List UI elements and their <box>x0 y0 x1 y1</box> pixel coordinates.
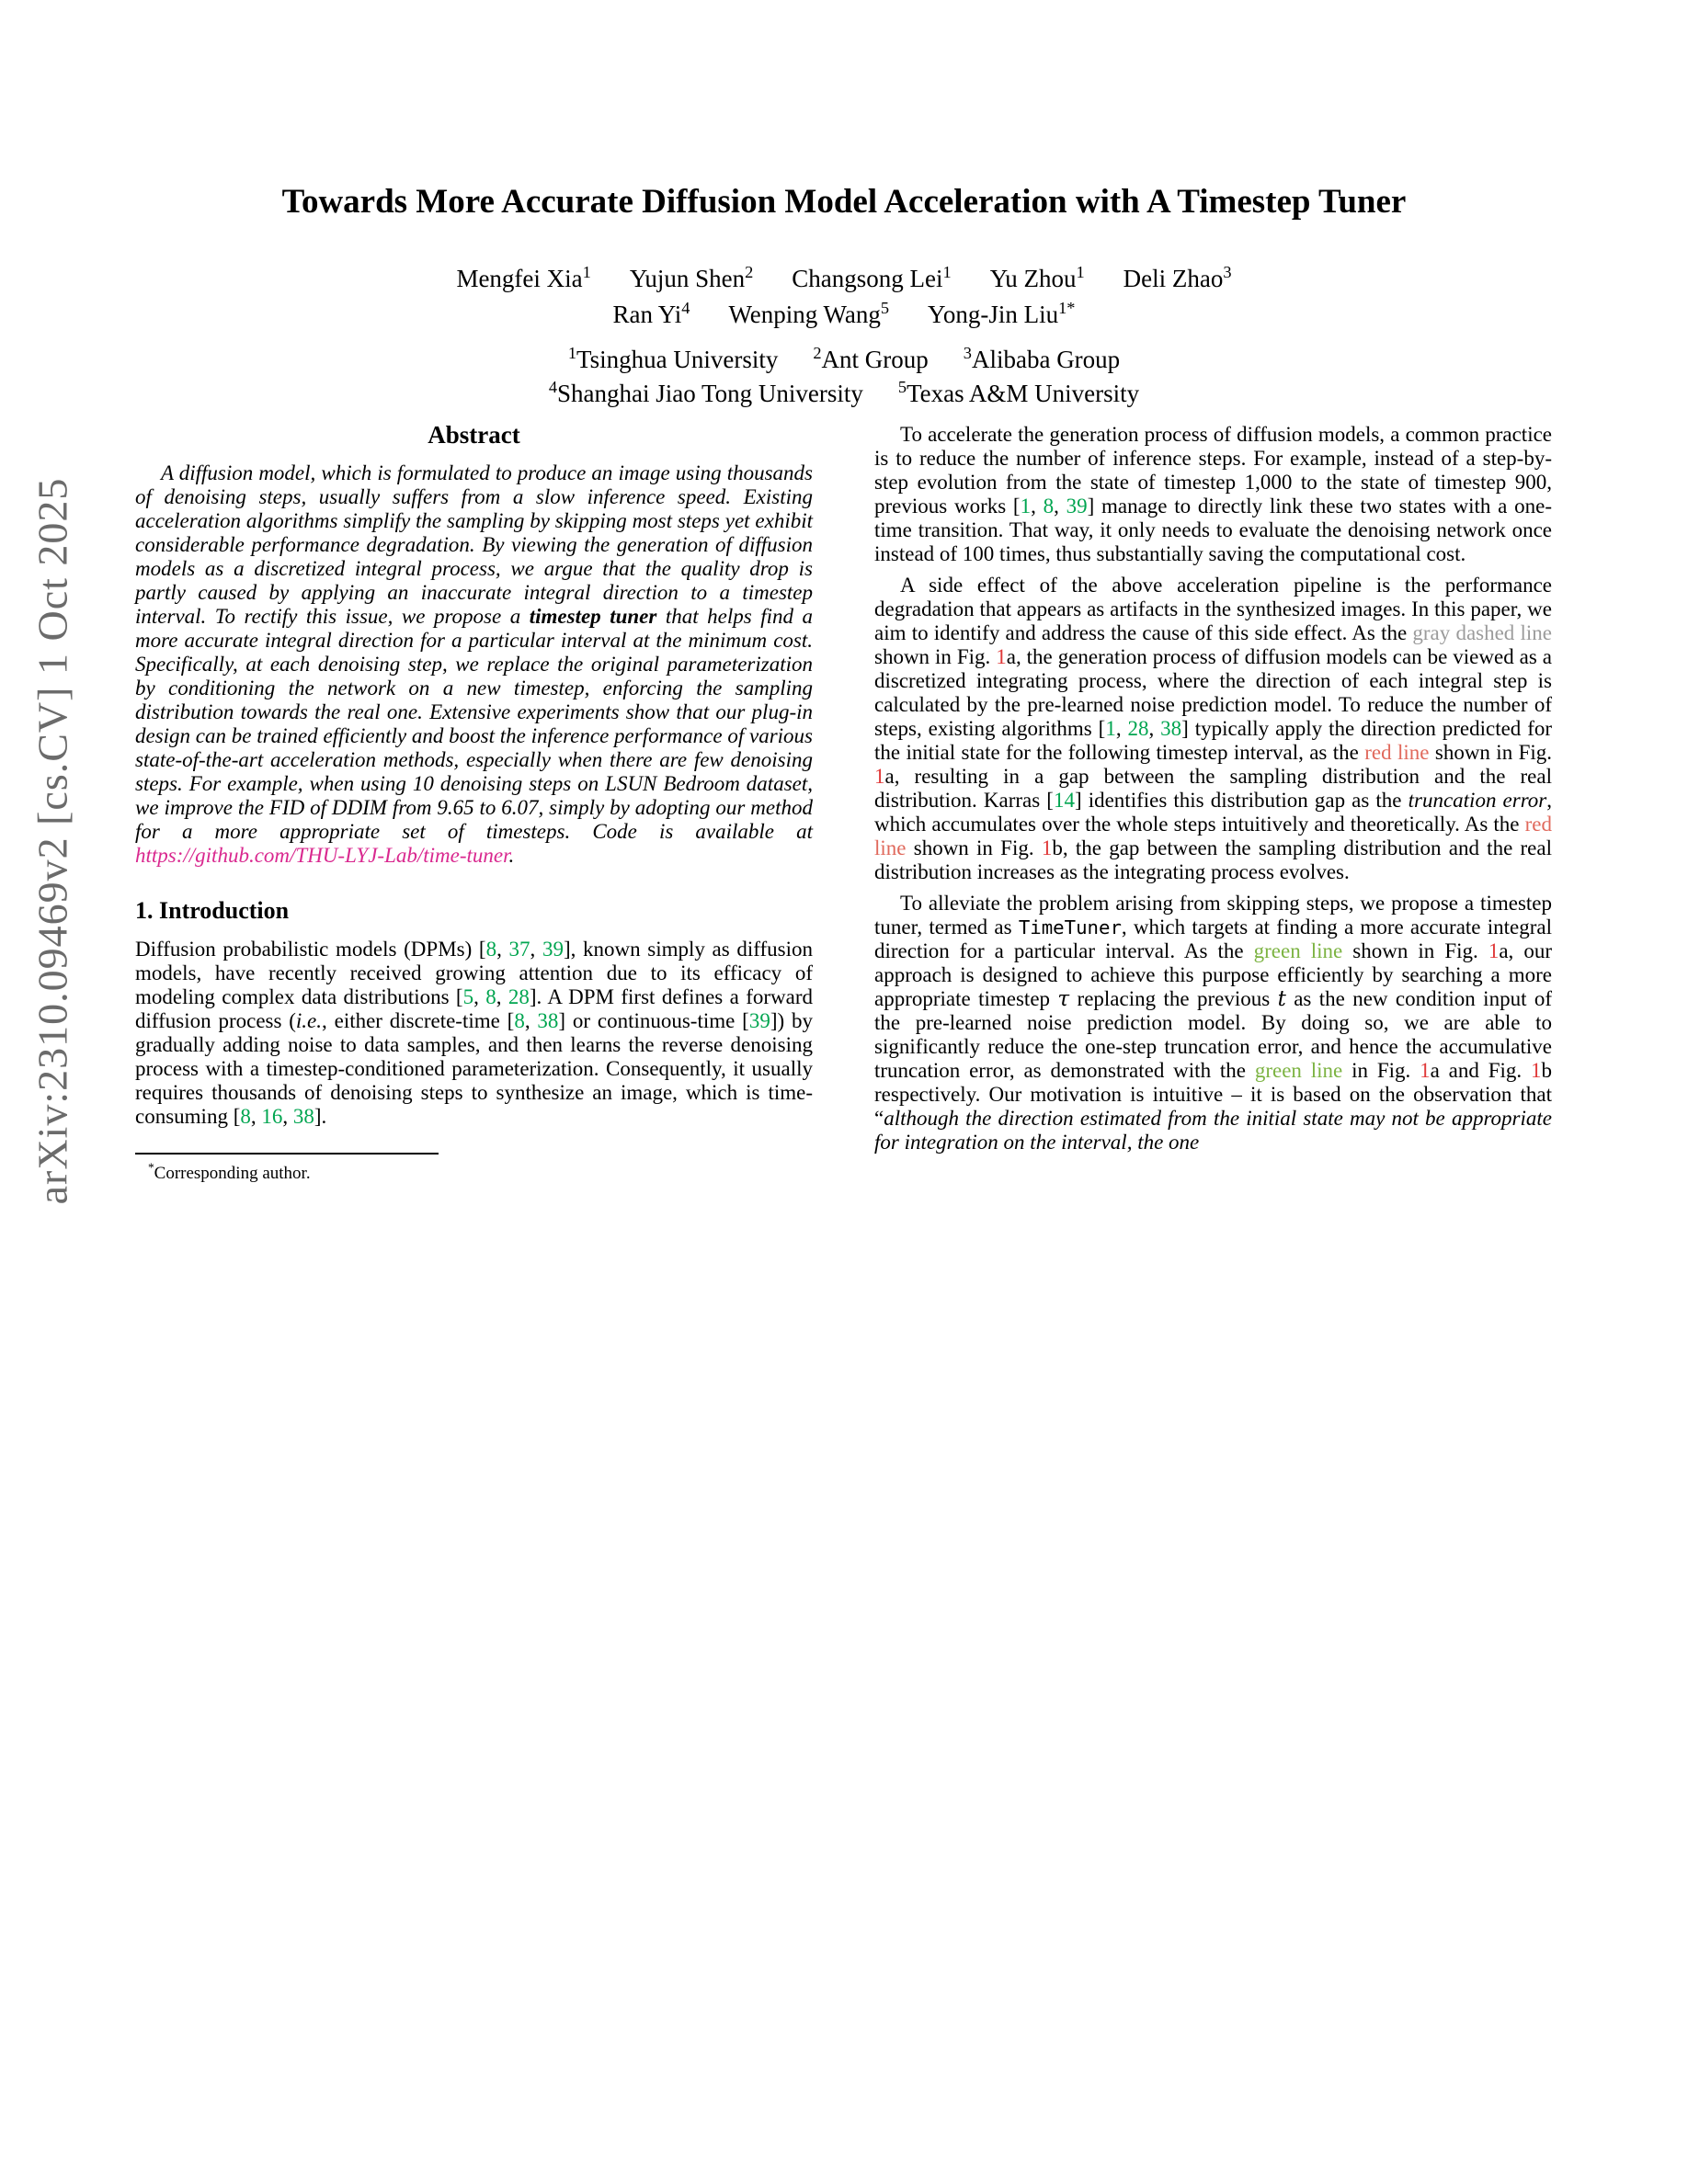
citation-link[interactable]: 37 <box>508 938 530 961</box>
gray-line-phrase: gray dashed line <box>1412 621 1552 644</box>
text-segment: shown in Fig. <box>1429 741 1553 764</box>
text-segment: ] typically apply the direction predicted for the initial state for the following timestep interval, as the <box>874 717 1553 764</box>
green-line-phrase: green line <box>1254 1059 1343 1082</box>
footnote-text <box>135 1162 813 1186</box>
text-segment: ] manage to directly link these two states with a one-time transition. That way, it only needs to evaluate the denoising network once instead of 100 times, thus substantially saving the computational cost. <box>874 495 1552 565</box>
text-segment: a, our approach is designed to achieve this purpose efficiently by searching a more appropriate timestep <box>874 939 1552 1010</box>
author-name: Mengfei Xia <box>456 265 583 293</box>
paragraph <box>874 423 1552 566</box>
affiliation <box>898 380 1139 407</box>
mono-text: TimeTuner <box>1018 916 1122 938</box>
authors-line-2 <box>0 301 1688 329</box>
author <box>792 265 951 292</box>
text-segment: , <box>524 1009 538 1032</box>
text-segment: shown in Fig. <box>1342 939 1488 962</box>
citation-link[interactable]: 28 <box>508 985 530 1008</box>
paragraph <box>874 574 1552 884</box>
text-segment: ] or continuous-time [ <box>558 1009 749 1032</box>
author <box>456 265 590 292</box>
text-segment: , which accumulates over the whole steps intuitively and theoretically. As the <box>874 789 1552 836</box>
text-segment: b respectively. Our motivation is intuitive – it is based on the observation that “ <box>874 1059 1552 1130</box>
affiliation-mark: 4 <box>681 299 690 318</box>
text-segment: in Fig. <box>1342 1059 1420 1082</box>
affiliation-mark: 1 <box>1076 263 1085 282</box>
author <box>728 301 889 328</box>
abstract-heading: Abstract <box>428 421 520 449</box>
affiliation <box>813 346 928 373</box>
text-segment: , <box>1031 495 1044 518</box>
text-segment: ]. <box>314 1105 327 1128</box>
author <box>613 301 690 328</box>
text-segment: A side effect of the above acceleration pipeline is the performance degradation that appears as artifacts in the synthesized images. In this paper, we aim to identify and address the cause of this side effect. As the <box>874 574 1552 644</box>
math-symbol: τ <box>1057 987 1070 1011</box>
citation-link[interactable]: 16 <box>261 1105 283 1128</box>
text-segment: ]. A DPM first defines a forward diffusion process ( <box>135 985 814 1032</box>
authors-line-1 <box>0 265 1688 293</box>
author-name: Changsong Lei <box>792 265 943 293</box>
citation-link[interactable]: 39 <box>1066 495 1088 518</box>
text-segment: replacing the previous <box>1069 987 1278 1010</box>
superscript-mark: * <box>148 1160 154 1175</box>
citation-link[interactable]: 28 <box>1127 717 1149 740</box>
text-segment: Diffusion probabilistic models (DPMs) [ <box>135 938 486 961</box>
author <box>990 265 1085 292</box>
text-segment: To accelerate the generation process of diffusion models, a common practice is to reduce the number of inference steps. For example, instead of a step-by-step evolution from the state of timestep 1,000 to the state of timestep 900, previous works [ <box>874 423 1552 518</box>
citation-link[interactable]: 8 <box>485 985 496 1008</box>
affiliations-block <box>0 346 1688 408</box>
paper-title: Towards More Accurate Diffusion Model Acceleration with A Timestep Tuner <box>281 183 1407 221</box>
citation-link[interactable]: 1 <box>1020 495 1032 518</box>
citation-link[interactable]: 38 <box>292 1105 314 1128</box>
red-line-phrase: red line <box>1364 741 1430 764</box>
text-segment: , <box>1054 495 1066 518</box>
text-segment: , <box>496 985 508 1008</box>
citation-link[interactable]: 39 <box>542 938 564 961</box>
footnote-rule <box>135 1153 439 1155</box>
author-name: Yong-Jin Liu <box>928 301 1059 329</box>
text-segment: , <box>473 985 486 1008</box>
affiliation-mark: 1 <box>567 344 576 363</box>
text-segment: , <box>282 1105 293 1128</box>
affiliations-line-2 <box>0 380 1688 408</box>
affiliation-mark: 1* <box>1058 299 1076 318</box>
citation-link[interactable]: 39 <box>748 1009 770 1032</box>
author-name: Ran Yi <box>612 301 682 329</box>
text-segment: , <box>496 938 509 961</box>
italic-text: truncation error <box>1408 789 1547 812</box>
citation-link[interactable]: 8 <box>240 1105 251 1128</box>
affiliation-mark: 2 <box>745 263 754 282</box>
citation-link[interactable]: 38 <box>537 1009 559 1032</box>
text-segment: shown in Fig. <box>906 836 1042 859</box>
figure-ref-link[interactable]: 1 <box>1488 939 1500 962</box>
text-segment: , <box>1148 717 1161 740</box>
text-segment: ], known simply as diffusion models, have recently received growing attention due to its efficacy of modeling complex data distributions [ <box>135 938 814 1008</box>
affiliation-name: Tsinghua University <box>576 346 779 374</box>
affiliation-name: Shanghai Jiao Tong University <box>557 380 863 408</box>
author <box>928 301 1075 328</box>
text-segment: To alleviate the problem arising from skipping steps, we propose a timestep tuner, termed as <box>874 892 1552 938</box>
introduction-paragraph <box>135 938 813 1129</box>
text-segment: shown in Fig. <box>874 645 997 668</box>
affiliation-name: Texas A&M University <box>907 380 1140 408</box>
citation-link[interactable]: 1 <box>1105 717 1116 740</box>
affiliation <box>549 380 863 407</box>
text-segment: A diffusion model, which is formulated to produce an image using thousands of denoising steps, usually suffers from a slow inference speed. Existing acceleration algorithms simplify the sampling by skipping most steps yet exhibit considerable performance degradation. By viewing the generation of diffusion models as a discretized integral process, we argue that the quality drop is partly caused by applying an inaccurate integral direction to a timestep interval. To rectify this issue, we propose a <box>135 461 813 628</box>
introduction-heading: 1. Introduction <box>135 897 290 924</box>
affiliation-mark: 1 <box>942 263 952 282</box>
text-segment: ]) by gradually adding noise to data samples, and then learns the reverse denoising process with a timestep-conditioned parameterization. Consequently, it usually requires thousands of denoising steps to synthesize an image, which is time-consuming [ <box>135 1009 813 1128</box>
citation-link[interactable]: 38 <box>1160 717 1182 740</box>
figure-ref-link[interactable]: 1 <box>1420 1059 1431 1082</box>
affiliation-mark: 2 <box>813 344 822 363</box>
text-segment: a and Fig. <box>1430 1059 1531 1082</box>
math-symbol: t <box>1277 987 1286 1011</box>
figure-ref-link[interactable]: 1 <box>874 765 885 788</box>
affiliation <box>568 346 779 373</box>
text-segment: , <box>530 938 542 961</box>
affiliation-mark: 4 <box>548 378 558 397</box>
affiliation-mark: 1 <box>582 263 591 282</box>
affiliation-mark: 5 <box>897 378 907 397</box>
paper-header <box>0 182 1688 414</box>
affiliation-name: Ant Group <box>821 346 929 374</box>
author-name: Wenping Wang <box>728 301 881 329</box>
text-segment: a, the generation process of diffusion models can be viewed as a discretized integrating process, where the direction of each integral step is calculated by the pre-learned noise prediction model. To reduce the number of steps, existing algorithms [ <box>874 645 1552 740</box>
author-name: Deli Zhao <box>1123 265 1224 293</box>
right-column <box>874 423 1552 1162</box>
author-name: Yujun Shen <box>629 265 746 293</box>
text-segment: . <box>508 844 515 867</box>
text-segment: that helps find a more accurate integral direction for a particular interval at the minimum cost. Specifically, at each denoising step, we replace the original parameterization by conditioning the network on a new timestep, enforcing the sampling distribution towards the real one. Extensive experiments show that our plug-in design can be trained efficiently and boost the inference performance of various state-of-the-art acceleration methods, especially when there are few denoising steps. For example, when using 10 denoising steps on LSUN Bedroom dataset, we improve the FID of DDIM from 9.65 to 6.07, simply by adopting our method for a more appropriate set of timesteps. Code is available at <box>135 605 813 843</box>
abstract-text <box>135 461 813 868</box>
bold-text: timestep tuner <box>529 605 657 628</box>
figure-ref-link[interactable]: 1 <box>996 645 1007 668</box>
code-url-link[interactable]: https://github.com/THU-LYJ-Lab/time-tuner <box>135 844 509 867</box>
author <box>1123 265 1232 292</box>
citation-link[interactable]: 8 <box>485 938 497 961</box>
arxiv-watermark: arXiv:2310.09469v2 [cs.CV] 1 Oct 2025 <box>29 477 76 1205</box>
text-segment: Corresponding author. <box>154 1164 311 1183</box>
red-line-phrase: red line <box>874 813 1552 859</box>
text-segment: as the new condition input of the pre-learned noise prediction model. By doing so, we are able to significantly reduce the one-step truncation error, and hence the accumulative truncation error, as demonstrated with the <box>874 987 1552 1082</box>
author <box>630 265 753 292</box>
citation-link[interactable]: 8 <box>1043 495 1055 518</box>
text-segment: , <box>1115 717 1128 740</box>
citation-link[interactable]: 14 <box>1053 789 1075 812</box>
green-line-phrase: green line <box>1253 939 1343 962</box>
affiliations-line-1 <box>0 346 1688 374</box>
citation-link[interactable]: 8 <box>514 1009 525 1032</box>
affiliation-mark: 3 <box>963 344 972 363</box>
text-segment: b, the gap between the sampling distribution and the real distribution increases as the integrating process evolves. <box>874 836 1552 883</box>
affiliation-mark: 5 <box>880 299 890 318</box>
left-column <box>135 423 813 1186</box>
figure-ref-link[interactable]: 1 <box>1041 836 1053 859</box>
citation-link[interactable]: 5 <box>462 985 474 1008</box>
text-segment: a, resulting in a gap between the sampling distribution and the real distribution. Karras [ <box>874 765 1552 812</box>
italic-text: i.e. <box>295 1009 323 1032</box>
affiliation <box>964 346 1120 373</box>
figure-ref-link[interactable]: 1 <box>1530 1059 1542 1082</box>
text-segment: , which targets at finding a more accurate integral direction for a particular interval. As the <box>874 916 1552 962</box>
paragraph <box>874 892 1552 1155</box>
text-segment: , either discrete-time [ <box>322 1009 515 1032</box>
text-segment: , <box>250 1105 262 1128</box>
author-name: Yu Zhou <box>989 265 1077 293</box>
italic-text: although the direction estimated from the initial state may not be appropriate for integration on the interval, the one <box>874 1107 1552 1154</box>
text-segment: ] identifies this distribution gap as the <box>1074 789 1409 812</box>
affiliation-mark: 3 <box>1223 263 1232 282</box>
affiliation-name: Alibaba Group <box>971 346 1121 374</box>
